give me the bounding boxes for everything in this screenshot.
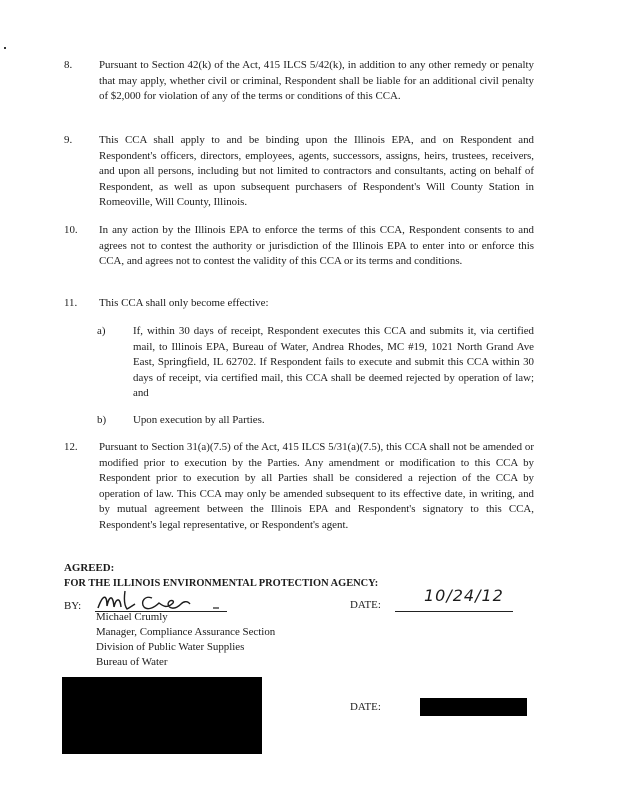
paragraph-number: 12.: [64, 441, 78, 453]
paragraph-number: 10.: [64, 224, 78, 236]
redacted-date: [420, 698, 527, 716]
handwritten-date: 10/24/12: [424, 586, 504, 605]
scan-speck: [4, 47, 6, 49]
subparagraph-letter: a): [97, 325, 106, 337]
paragraph-text: This CCA shall only become effective:: [99, 297, 269, 309]
by-label: BY:: [64, 600, 82, 612]
redaction-block: [62, 677, 262, 754]
paragraph-text: This CCA shall apply to and be binding upon the Illinois EPA, and on Respondent and Respondent's officers, directors, employees, agents, successors, assigns, heirs, trustees, receivers, and upon all persons, including but not limited to contractors and consultants, acting on behalf of Respondent, as well as upon subsequent purchasers of Respondent's Will County Station in Romeoville, Will County, Illinois.: [99, 134, 534, 209]
paragraph-text: In any action by the Illinois EPA to enforce the terms of this CCA, Respondent consents to and agrees not to contest the authority or jurisdiction of the Illinois EPA to enter into or enforce this CCA, and agrees not to contest the validity of this CCA or its terms and conditions.: [99, 224, 534, 268]
second-date-label: DATE:: [350, 701, 381, 713]
agency-heading: FOR THE ILLINOIS ENVIRONMENTAL PROTECTION AGENCY:: [64, 578, 379, 589]
subparagraph-text: If, within 30 days of receipt, Respondent executes this CCA and submits it, via certified mail, to Illinois EPA, Bureau of Water, Andrea Rhodes, MC #19, 1021 North Grand Ave East, Springfield, IL 62702. If Respondent fails to execute and submit this CCA within 30 days of receipt, via certified mail, this CCA shall be deemed rejected by operation of law; and: [133, 325, 534, 400]
signatory-title: Manager, Compliance Assurance Section: [96, 626, 276, 638]
paragraph-text: Pursuant to Section 31(a)(7.5) of the Act, 415 ILCS 5/31(a)(7.5), this CCA shall not be amended or modified prior to execution by the Parties. Any amendment or modification to this CCA by Respondent prior to execution by all Parties shall be considered a rejection of the CCA by operation of law. This CCA may only be amended subsequent to its effective date, in writing, and by mutual agreement between the Illinois EPA and Respondent's signatory to this CCA, Respondent's legal representative, or Respondent's agent.: [99, 441, 534, 531]
date-label: DATE:: [350, 599, 381, 611]
paragraph-number: 9.: [64, 134, 73, 146]
signatory-name: Michael Crumly: [96, 611, 168, 623]
signatory-bureau: Bureau of Water: [96, 656, 168, 668]
signatory-division: Division of Public Water Supplies: [96, 641, 245, 653]
paragraph-text: Pursuant to Section 42(k) of the Act, 415 ILCS 5/42(k), in addition to any other remedy or penalty that may apply, whether civil or criminal, Respondent shall be liable for an additional civil penalty of $2,000 for violation of any of the terms or conditions of this CCA.: [99, 59, 534, 103]
subparagraph-text: Upon execution by all Parties.: [133, 414, 265, 426]
paragraph-number: 11.: [64, 297, 78, 309]
agreed-heading: AGREED:: [64, 562, 115, 574]
subparagraph-letter: b): [97, 414, 107, 426]
date-line: [395, 611, 513, 612]
paragraph-number: 8.: [64, 59, 73, 71]
